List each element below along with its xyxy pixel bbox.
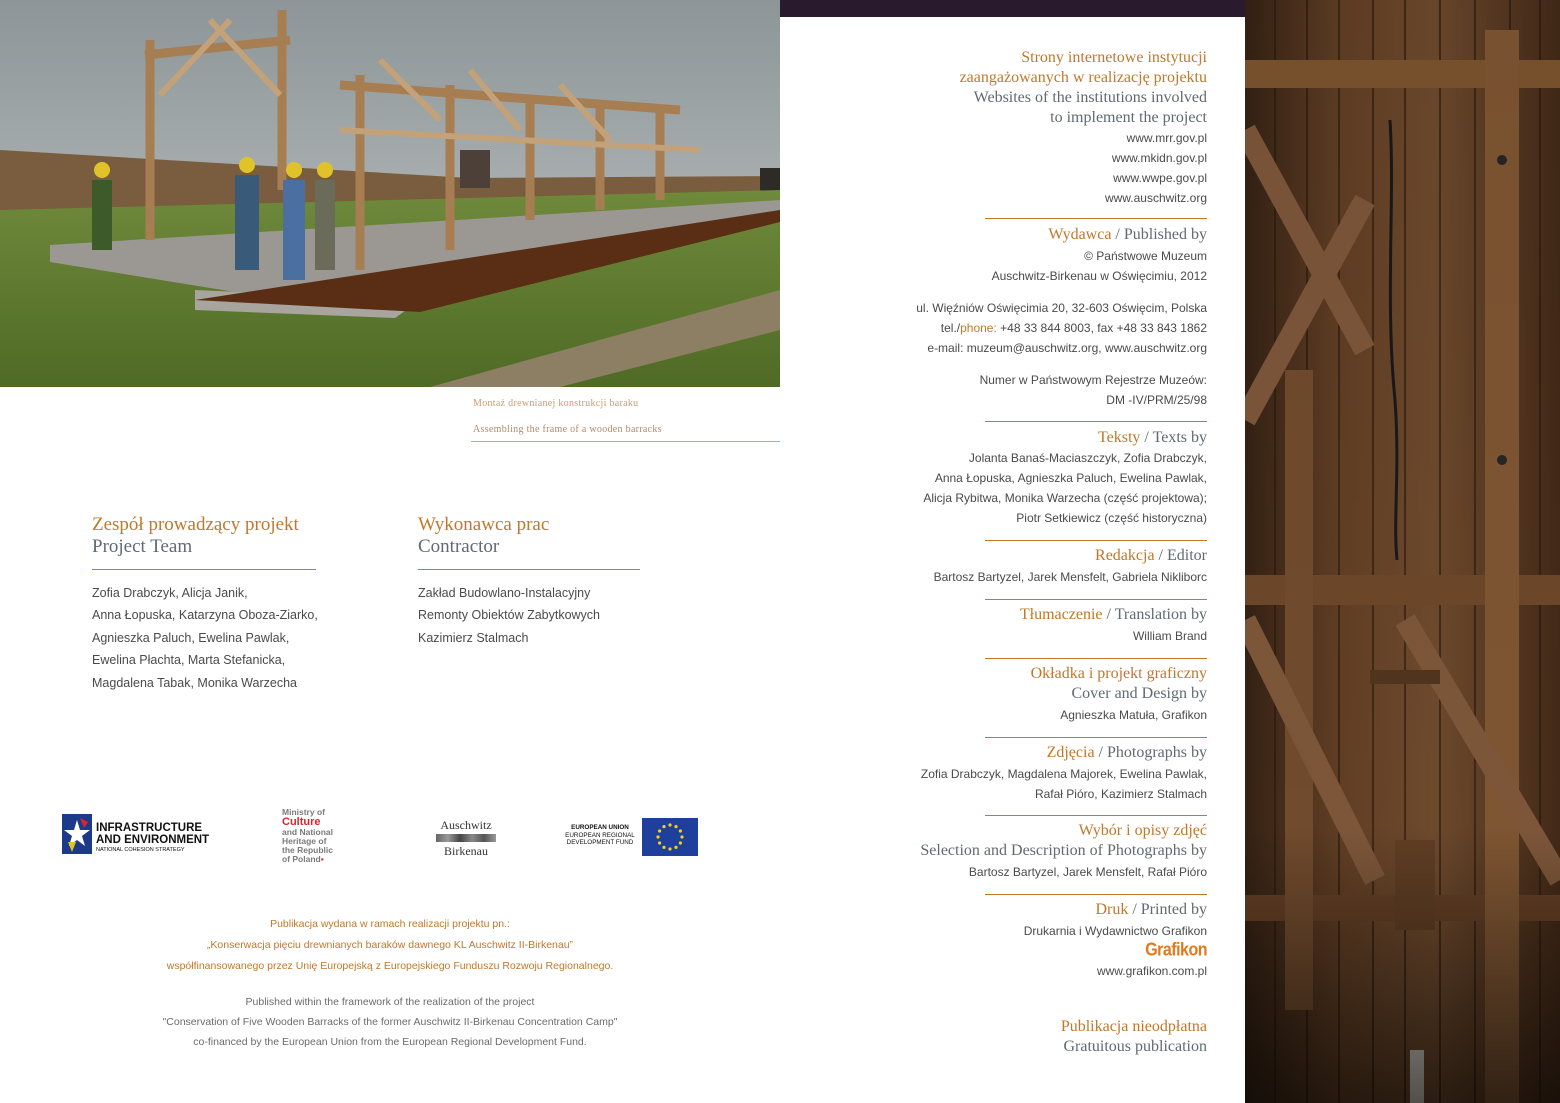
contractor-line: Zakład Budowlano-Instalacyjny: [418, 586, 591, 600]
european-union-logo: [562, 818, 698, 856]
ministry-line5: the Republic: [282, 845, 334, 855]
eu-line1: EUROPEAN UNION: [571, 824, 629, 831]
museum-stripe-icon: [436, 834, 496, 842]
website-link[interactable]: www.mrr.gov.pl: [1126, 131, 1207, 145]
footer-en-line: co-financed by the European Union from the European Regional Development Fund.: [193, 1036, 587, 1048]
editor-names: [934, 567, 1207, 587]
photos-line1: Zofia Drabczyk, Magdalena Majorek, Ewelina Pawlak,: [920, 767, 1207, 781]
contractor-heading-pl: Wykonawca prac: [418, 514, 550, 535]
section-divider: [985, 894, 1207, 895]
ministry-line1: Ministry of: [282, 807, 325, 817]
selection-heading-en: Selection and Description of Photographs by: [920, 842, 1207, 859]
ministry-line4: Heritage of: [282, 836, 327, 846]
print-sep: /: [1132, 901, 1137, 918]
texts-line: Alicja Rybitwa, Monika Warzecha (część projektowa);: [923, 491, 1207, 505]
team-heading-pl: Zespół prowadzący projekt: [92, 514, 299, 535]
photos-line2: Rafał Pióro, Kazimierz Stalmach: [1034, 787, 1207, 801]
ministry-of-culture-logo: [282, 808, 362, 870]
ministry-red-dot-icon: ▪: [320, 854, 324, 864]
publisher-sep: /: [1115, 226, 1120, 243]
websites-heading-pl-2: zaangażowanych w realizację projektu: [959, 69, 1207, 86]
footer-project-pl: [90, 914, 690, 977]
editor-heading-en: Editor: [1167, 547, 1207, 564]
eu-line2: EUROPEAN REGIONAL: [565, 831, 635, 839]
eu-line3: DEVELOPMENT FUND: [566, 839, 634, 846]
editor-sep: /: [1158, 547, 1163, 564]
top-dark-bar: [780, 0, 1245, 17]
caption-divider: [471, 441, 780, 442]
translation-sep: /: [1106, 606, 1111, 623]
websites-heading-pl-1: Strony internetowe instytucji: [1021, 49, 1207, 66]
contractor-lines: [418, 582, 600, 649]
infrastructure-environment-logo: [62, 812, 222, 860]
contractor-line: Kazimierz Stalmach: [418, 630, 529, 645]
photos-heading-pl: Zdjęcia: [1046, 744, 1095, 761]
editor-heading-pl: Redakcja: [1095, 547, 1155, 564]
translation-line: William Brand: [1132, 629, 1207, 643]
publisher-line2: Auschwitz-Birkenau w Oświęcimiu, 2012: [991, 269, 1207, 283]
cover-heading: [1031, 664, 1207, 704]
footer-pl-line: współfinansowanego przez Unię Europejską z Europejskiego Funduszu Rozwoju Regionalnego.: [166, 960, 614, 972]
team-line: Zofia Drabczyk, Alicja Janik,: [92, 586, 248, 600]
free-line-pl: Publikacja nieodpłatna: [1060, 1018, 1207, 1035]
translation-heading-en: Translation by: [1114, 606, 1207, 623]
print-heading: [1095, 900, 1207, 920]
footer-pl-line: Publikacja wydana w ramach realizacji projektu pn.:: [270, 918, 510, 930]
ministry-line6: of Poland: [282, 854, 321, 864]
websites-section: [960, 48, 1207, 128]
grafikon-logo: Grafikon: [1145, 940, 1207, 961]
cover-names: [1060, 705, 1207, 725]
publisher-line1: © Państwowe Muzeum: [1084, 249, 1207, 263]
website-link[interactable]: www.auschwitz.org: [1104, 191, 1207, 205]
selection-heading-pl: Wybór i opisy zdjęć: [1078, 822, 1207, 839]
websites-heading-en-2: to implement the project: [1050, 109, 1207, 126]
websites-heading-en-1: Websites of the institutions involved: [973, 89, 1207, 106]
footer-project-en: [90, 992, 690, 1052]
museum-line1: Auschwitz: [440, 818, 492, 832]
selection-names: [969, 862, 1207, 882]
team-members: [92, 582, 318, 694]
photos-heading-en: Photographs by: [1107, 744, 1207, 761]
selection-line: Bartosz Bartyzel, Jarek Mensfelt, Rafał Pióro: [968, 865, 1207, 879]
translation-names: [1133, 626, 1207, 646]
texts-line: Jolanta Banaś-Maciaszczyk, Zofia Drabczyk,: [968, 451, 1207, 465]
translation-heading: [1020, 605, 1207, 625]
texts-heading-en: Texts by: [1152, 429, 1207, 446]
infra-line1: INFRASTRUCTURE: [96, 822, 203, 834]
texts-heading: [1098, 428, 1207, 448]
ministry-line2: Culture: [282, 816, 321, 828]
publisher-details: [992, 246, 1207, 286]
section-divider: [985, 421, 1207, 422]
contractor-heading-en: Contractor: [418, 536, 500, 557]
editor-line: Bartosz Bartyzel, Jarek Mensfelt, Gabriela Nikliborc: [933, 570, 1207, 584]
ministry-line3: and National: [282, 827, 334, 837]
photos-heading: [1047, 743, 1207, 763]
infra-line2: AND ENVIRONMENT: [96, 834, 210, 846]
cover-heading-en: Cover and Design by: [1071, 685, 1207, 702]
team-divider: [92, 569, 316, 570]
website-link[interactable]: www.wwpe.gov.pl: [1113, 171, 1207, 185]
print-heading-pl: Druk: [1095, 901, 1129, 918]
texts-heading-pl: Teksty: [1097, 429, 1141, 446]
team-line: Magdalena Tabak, Monika Warzecha: [92, 675, 297, 690]
publisher-heading-en: Published by: [1123, 226, 1207, 243]
auschwitz-birkenau-museum-logo: [436, 818, 496, 862]
contractor-divider: [418, 569, 640, 570]
translation-heading-pl: Tłumaczenie: [1019, 606, 1103, 623]
footer-en-line: "Conservation of Five Wooden Barracks of the former Auschwitz II-Birkenau Concentration Camp": [162, 1016, 618, 1028]
contractor-heading: [418, 514, 549, 558]
print-details: [1024, 921, 1207, 981]
photos-sep: /: [1098, 744, 1103, 761]
editor-heading: [1095, 546, 1207, 566]
section-divider: [985, 599, 1207, 600]
team-line: Agnieszka Paluch, Ewelina Pawlak,: [92, 630, 290, 645]
infrastructure-star-icon: [62, 814, 92, 854]
grafikon-url[interactable]: www.grafikon.com.pl: [1096, 964, 1207, 978]
publisher-heading-pl: Wydawca: [1048, 226, 1112, 243]
photo-caption-en: Assembling the frame of a wooden barracks: [473, 424, 662, 435]
barracks-assembly-photo: [0, 0, 780, 387]
cover-line: Agnieszka Matuła, Grafikon: [1060, 708, 1207, 722]
texts-line: Piotr Setkiewicz (część historyczna): [1016, 511, 1207, 525]
section-divider: [985, 737, 1207, 738]
eu-flag-icon: [642, 818, 698, 856]
section-divider: [985, 218, 1207, 219]
publisher-heading: [1048, 225, 1207, 245]
section-divider: [985, 658, 1207, 659]
phone-label-pl: tel./: [940, 321, 961, 335]
print-line: Drukarnia i Wydawnictwo Grafikon: [1023, 924, 1207, 938]
websites-list: [1105, 128, 1207, 208]
team-line: Anna Łopuska, Katarzyna Oboza-Ziarko,: [92, 608, 318, 623]
section-divider: [985, 815, 1207, 816]
museum-registry: [980, 370, 1207, 410]
infra-line3: NATIONAL COHESION STRATEGY: [96, 847, 185, 853]
section-divider: [985, 540, 1207, 541]
texts-sep: /: [1144, 429, 1149, 446]
publisher-address: ul. Więźniów Oświęcimia 20, 32-603 Oświęcim, Polska: [916, 301, 1207, 315]
right-page: [780, 0, 1560, 1103]
publisher-email[interactable]: e-mail: muzeum@auschwitz.org, www.auschwitz.org: [927, 341, 1207, 355]
cover-heading-pl: Okładka i projekt graficzny: [1030, 665, 1207, 682]
phone-value: +48 33 844 8003, fax +48 33 843 1862: [996, 321, 1207, 335]
phone-label-en: phone:: [960, 321, 997, 335]
footer-pl-line: „Konserwacja pięciu drewnianych baraków dawnego KL Auschwitz II-Birkenau”: [206, 939, 574, 951]
publisher-contact: [916, 298, 1207, 358]
texts-line: Anna Łopuska, Agnieszka Paluch, Ewelina Pawlak,: [934, 471, 1207, 485]
contractor-line: Remonty Obiektów Zabytkowych: [418, 608, 601, 623]
footer-en-line: Published within the framework of the realization of the project: [245, 996, 535, 1008]
website-link[interactable]: www.mkidn.gov.pl: [1111, 151, 1207, 165]
free-publication: [1061, 1017, 1207, 1057]
registry-line1: Numer w Państwowym Rejestrze Muzeów:: [979, 373, 1207, 387]
print-heading-en: Printed by: [1140, 901, 1207, 918]
team-heading: [92, 514, 299, 558]
photos-names: [921, 764, 1207, 804]
wooden-barracks-door-photo: [1245, 0, 1560, 1103]
registry-line2: DM -IV/PRM/25/98: [1106, 393, 1207, 407]
selection-heading: [920, 821, 1207, 861]
team-line: Ewelina Płachta, Marta Stefanicka,: [92, 653, 286, 668]
museum-line2: Birkenau: [444, 844, 488, 858]
free-line-en: Gratuitous publication: [1063, 1038, 1207, 1055]
team-heading-en: Project Team: [92, 536, 193, 557]
texts-authors: [923, 448, 1207, 528]
photo-caption-pl: Montaż drewnianej konstrukcji baraku: [473, 398, 639, 409]
